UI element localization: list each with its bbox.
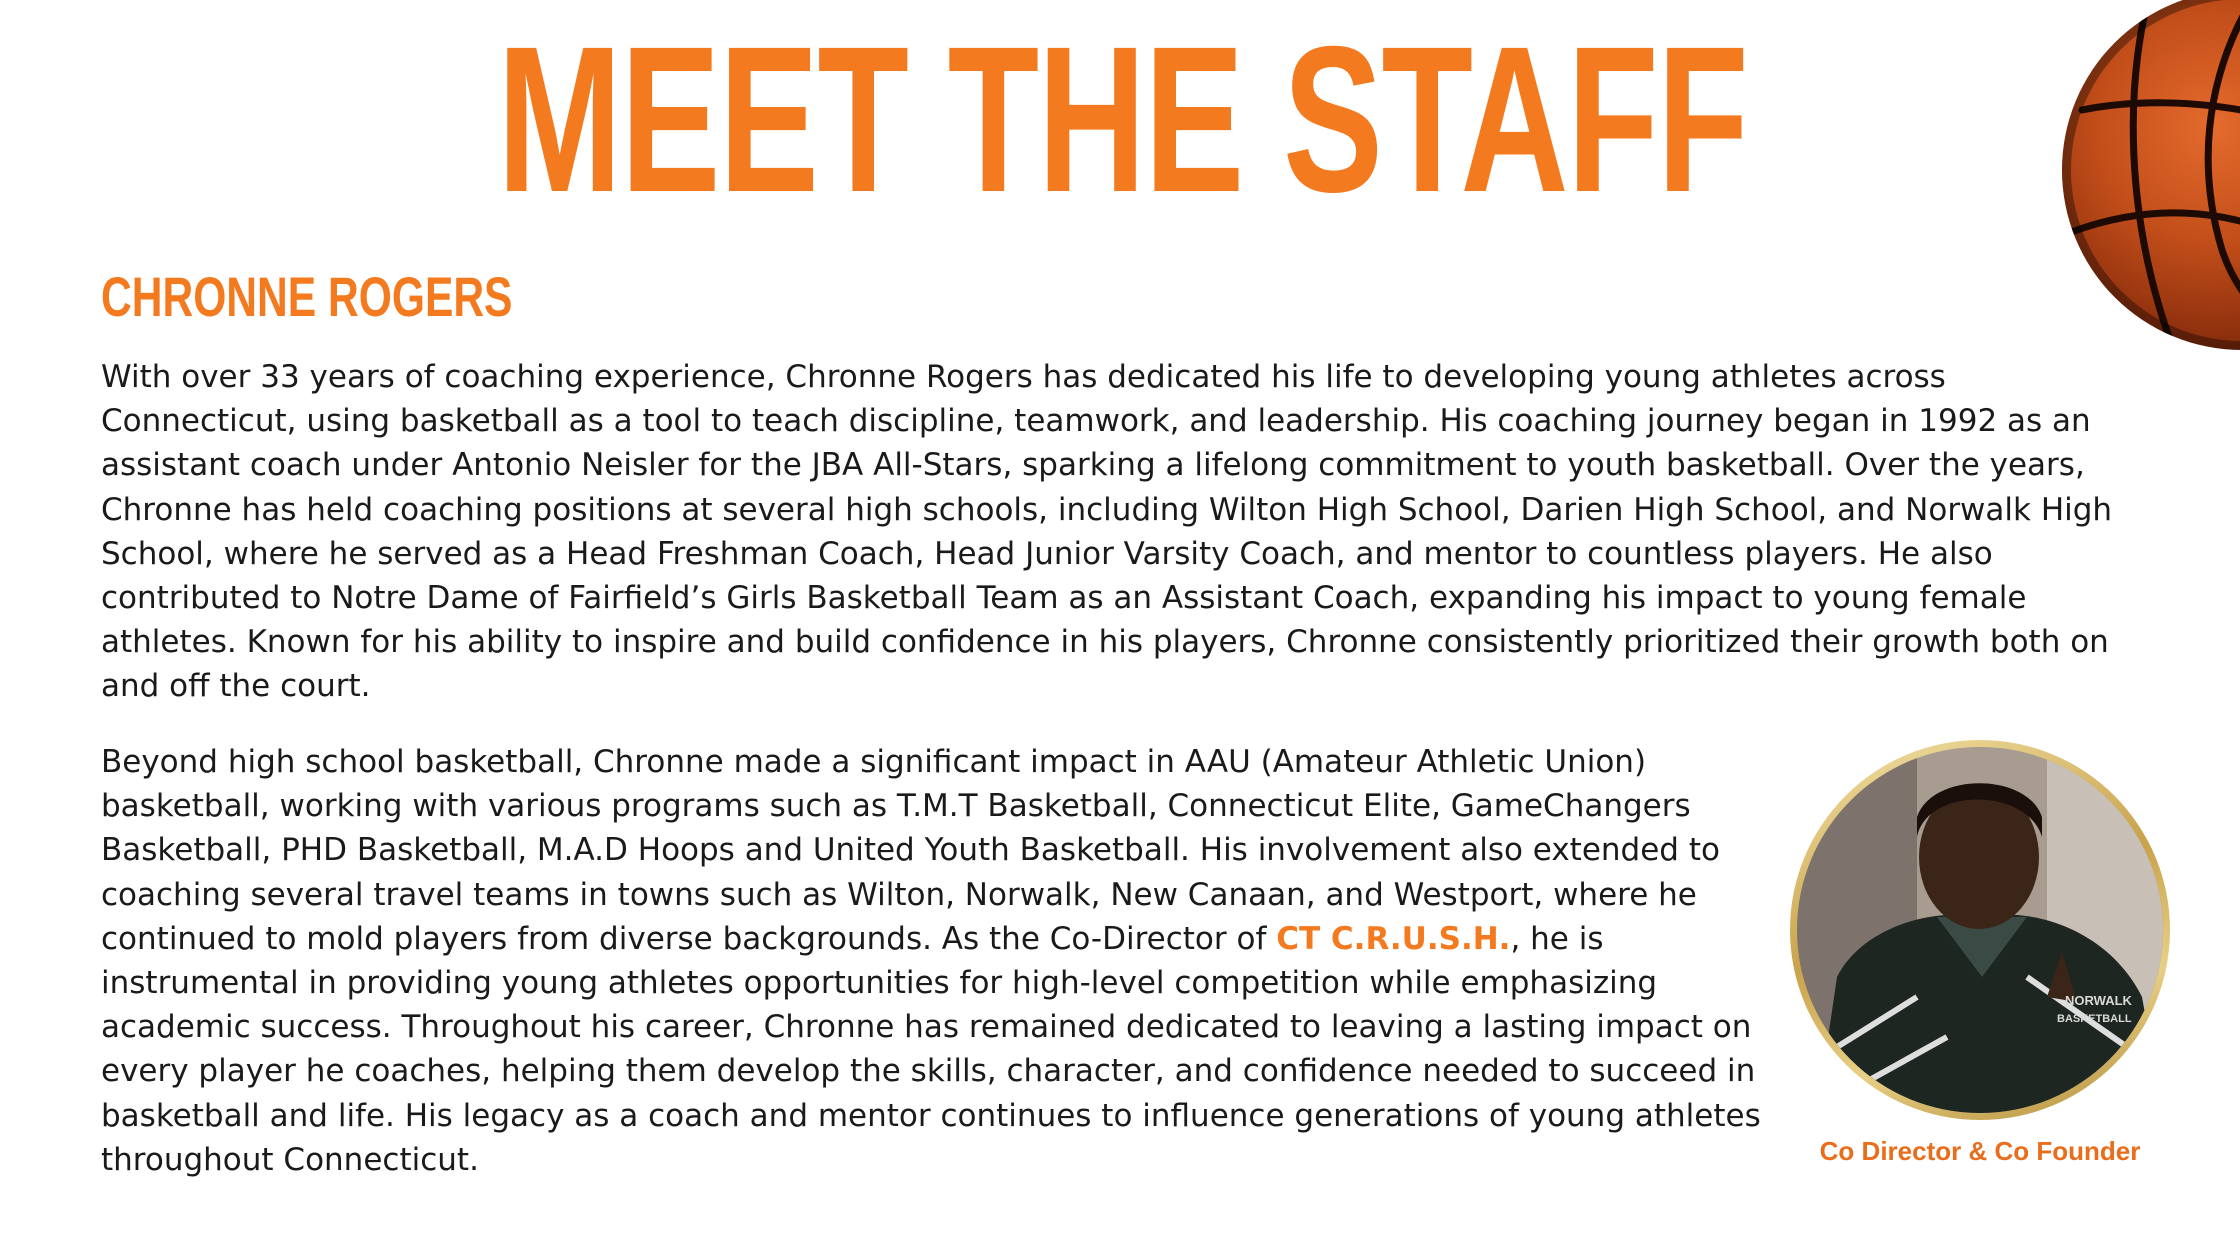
organization-highlight: CT C.R.U.S.H. <box>1276 920 1511 957</box>
role-caption: Co Director & Co Founder <box>1819 1136 2141 1166</box>
jacket-lettering-top: NORWALK <box>2065 993 2132 1008</box>
bio-paragraph-2-text-end: , he is instrumental in providing young athletes opportunities for high-level competition while emphasizing academic success. Throughout his career, Chronne has remained dedicated to leaving a lasting impact on every player he coaches, helping them develop the skills, character, and confidence needed to succeed in basketball and life. His legacy as a coach and mentor continues to influence generations of young athletes throughout Connecticut. <box>101 920 1761 1178</box>
bio-paragraph-2-text-start: Beyond high school basketball, Chronne made a significant impact in AAU (Amateur Athletic Union) basketball, working with various programs such as T.M.T Basketball, Connecticut Elite, GameChangers Basketball, PHD Basketball, M.A.D Hoops and United Youth Basketball. His involvement also extended to coaching several travel teams in towns such as Wilton, Norwalk, New Canaan, and Westport, where he continued to mold players from diverse backgrounds. As the Co-Director of <box>101 744 1720 957</box>
page-title: MEET THE STAFF <box>497 4 1748 236</box>
basketball-icon <box>2062 0 2240 350</box>
staff-name: CHRONNE ROGERS <box>101 265 513 328</box>
bio-paragraph-2 <box>101 740 1791 1182</box>
bio-paragraph-1: With over 33 years of coaching experience, Chronne Rogers has dedicated his life to developing young athletes across Connecticut, using basketball as a tool to teach discipline, teamwork, and leadership. His coaching journey began in 1992 as an assistant coach under Antonio Neisler for the JBA All-Stars, sparking a lifelong commitment to youth basketball. Over the years, Chronne has held coaching positions at several high schools, including Wilton High School, Darien High School, and Norwalk High School, where he served as a Head Freshman Coach, Head Junior Varsity Coach, and mentor to countless players. He also contributed to Notre Dame of Fairfield’s Girls Basketball Team as an Assistant Coach, expanding his impact to young female athletes. Known for his ability to inspire and build confidence in his players, Chronne consistently prioritized their growth both on and off the court. <box>101 359 2113 705</box>
profile-photo <box>1797 747 2163 1113</box>
jacket-lettering-bottom: BASKETBALL <box>2057 1013 2132 1025</box>
